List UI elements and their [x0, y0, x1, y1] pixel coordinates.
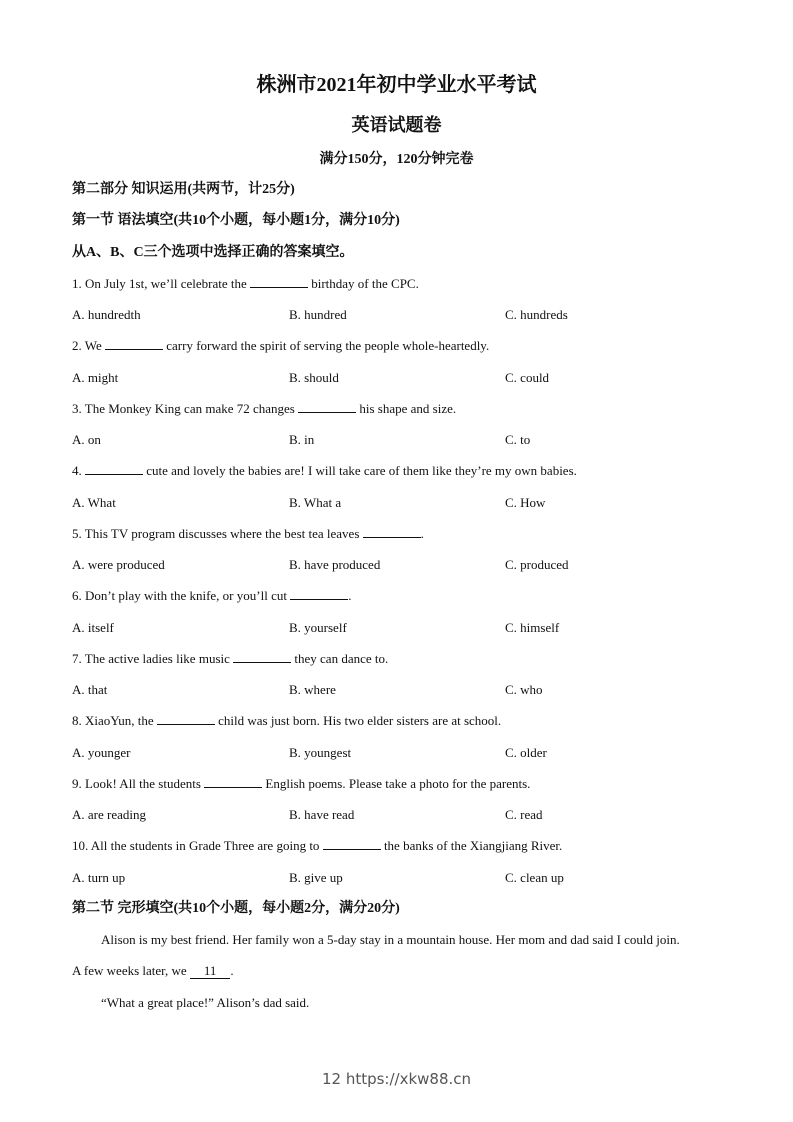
question-10 — [72, 830, 752, 861]
option: A. on — [72, 432, 101, 447]
option: B. What a — [289, 494, 342, 510]
question-text: 1. On July 1st, we’ll celebrate the — [72, 275, 250, 291]
answer-blank — [157, 712, 215, 725]
question-text: 3. The Monkey King can make 72 changes — [72, 400, 299, 416]
question-text: 5. This TV program discusses where the best tea leaves — [72, 525, 363, 541]
question-7-options — [72, 674, 752, 705]
document-body — [72, 174, 752, 1018]
question-7 — [72, 643, 752, 674]
answer-blank — [323, 837, 381, 850]
section1-heading: 第一节 语法填空(共10个小题，每小题1分，满分10分) — [72, 213, 400, 229]
option: B. yourself — [289, 619, 347, 635]
answer-blank — [105, 337, 163, 350]
option: A. itself — [72, 619, 114, 635]
question-text: 7. The active ladies like music — [72, 650, 234, 666]
answer-blank — [85, 462, 143, 475]
option: A. younger — [72, 744, 131, 760]
question-6-options — [72, 612, 752, 643]
question-text: 6. Don’t play with the knife, or you’ll cut — [72, 588, 291, 604]
question-text: they can dance to. — [291, 650, 389, 666]
option: C. hundreds — [505, 307, 568, 322]
cloze-paragraph-2: “What a great place!” Alison’s dad said. — [101, 994, 310, 1010]
answer-blank — [204, 775, 262, 788]
question-2 — [72, 330, 752, 361]
question-text: birthday of the CPC. — [307, 275, 419, 291]
question-list — [72, 268, 752, 893]
option: B. youngest — [289, 744, 352, 760]
option: C. to — [505, 432, 531, 447]
question-text: English poems. Please take a photo for the parents. — [262, 775, 531, 791]
option: A. were produced — [72, 557, 165, 572]
exam-title: 株洲市2021年初中学业水平考试 — [256, 74, 537, 96]
option: C. older — [505, 744, 547, 760]
cloze-text: . — [230, 963, 234, 979]
cloze-text: A few weeks later, we — [72, 963, 190, 979]
question-3 — [72, 393, 752, 424]
option: B. hundred — [289, 307, 347, 322]
watermark: 12 https://xkw88.cn — [321, 1070, 472, 1088]
section2-heading: 第二节 完形填空(共10个小题，每小题2分，满分20分) — [72, 900, 400, 916]
question-text: 2. We — [72, 338, 106, 354]
option: A. that — [72, 682, 108, 697]
question-1 — [72, 268, 752, 299]
question-text: his shape and size. — [356, 400, 457, 416]
answer-blank — [363, 525, 421, 538]
cloze-blank-11: 11 — [190, 964, 231, 979]
question-text: . — [420, 525, 424, 541]
question-text: . — [348, 588, 352, 604]
question-text: child was just born. His two elder sisters are at school. — [214, 713, 502, 729]
option: A. might — [72, 369, 119, 385]
answer-blank — [233, 650, 291, 663]
question-9-options — [72, 799, 752, 830]
question-1-options — [72, 299, 752, 330]
question-2-options — [72, 362, 752, 393]
option: B. where — [289, 682, 336, 697]
question-text: the banks of the Xiangjiang River. — [380, 838, 563, 854]
question-4 — [72, 455, 752, 486]
part-heading: 第二部分 知识运用(共两节，计25分) — [72, 182, 295, 197]
question-5 — [72, 518, 752, 549]
option: B. in — [289, 432, 315, 447]
cloze-paragraph-1: Alison is my best friend. Her family won a 5-day stay in a mountain house. Her mom and dad said I could join. — [101, 932, 680, 947]
question-3-options — [72, 424, 752, 455]
question-8-options — [72, 737, 752, 768]
question-4-options — [72, 487, 752, 518]
question-10-options — [72, 862, 752, 893]
option: C. read — [505, 807, 543, 822]
question-text: 9. Look! All the students — [72, 775, 205, 791]
section1-instruction: 从A、B、C三个选项中选择正确的答案填空。 — [72, 244, 354, 260]
option: B. have read — [289, 807, 355, 822]
option: C. clean up — [505, 869, 564, 885]
option: C. produced — [505, 557, 569, 572]
question-text: 8. XiaoYun, the — [72, 713, 157, 729]
option: A. turn up — [72, 869, 126, 885]
option: B. have produced — [289, 557, 381, 572]
question-6 — [72, 580, 752, 611]
option: B. give up — [289, 869, 343, 885]
option: C. who — [505, 682, 543, 697]
option: B. should — [289, 369, 339, 385]
option: C. How — [505, 494, 546, 510]
exam-subtitle: 英语试题卷 — [351, 115, 442, 135]
option: C. could — [505, 369, 550, 385]
question-text: 10. All the students in Grade Three are going to — [72, 838, 323, 854]
answer-blank — [298, 400, 356, 413]
answer-blank — [250, 275, 308, 288]
score-info: 满分150分，120分钟完卷 — [319, 152, 474, 167]
cloze-paragraph-1-continued — [72, 955, 752, 986]
answer-blank — [290, 587, 348, 600]
question-8 — [72, 705, 752, 736]
question-text: carry forward the spirit of serving the people whole-heartedly. — [163, 338, 490, 354]
option: A. hundredth — [72, 307, 141, 322]
option: A. What — [72, 494, 116, 510]
question-text: cute and lovely the babies are! I will take care of them like they’re my own babies. — [143, 463, 577, 479]
question-5-options — [72, 549, 752, 580]
question-9 — [72, 768, 752, 799]
question-text: 4. — [72, 463, 85, 479]
option: A. are reading — [72, 807, 146, 822]
option: C. himself — [505, 619, 560, 635]
